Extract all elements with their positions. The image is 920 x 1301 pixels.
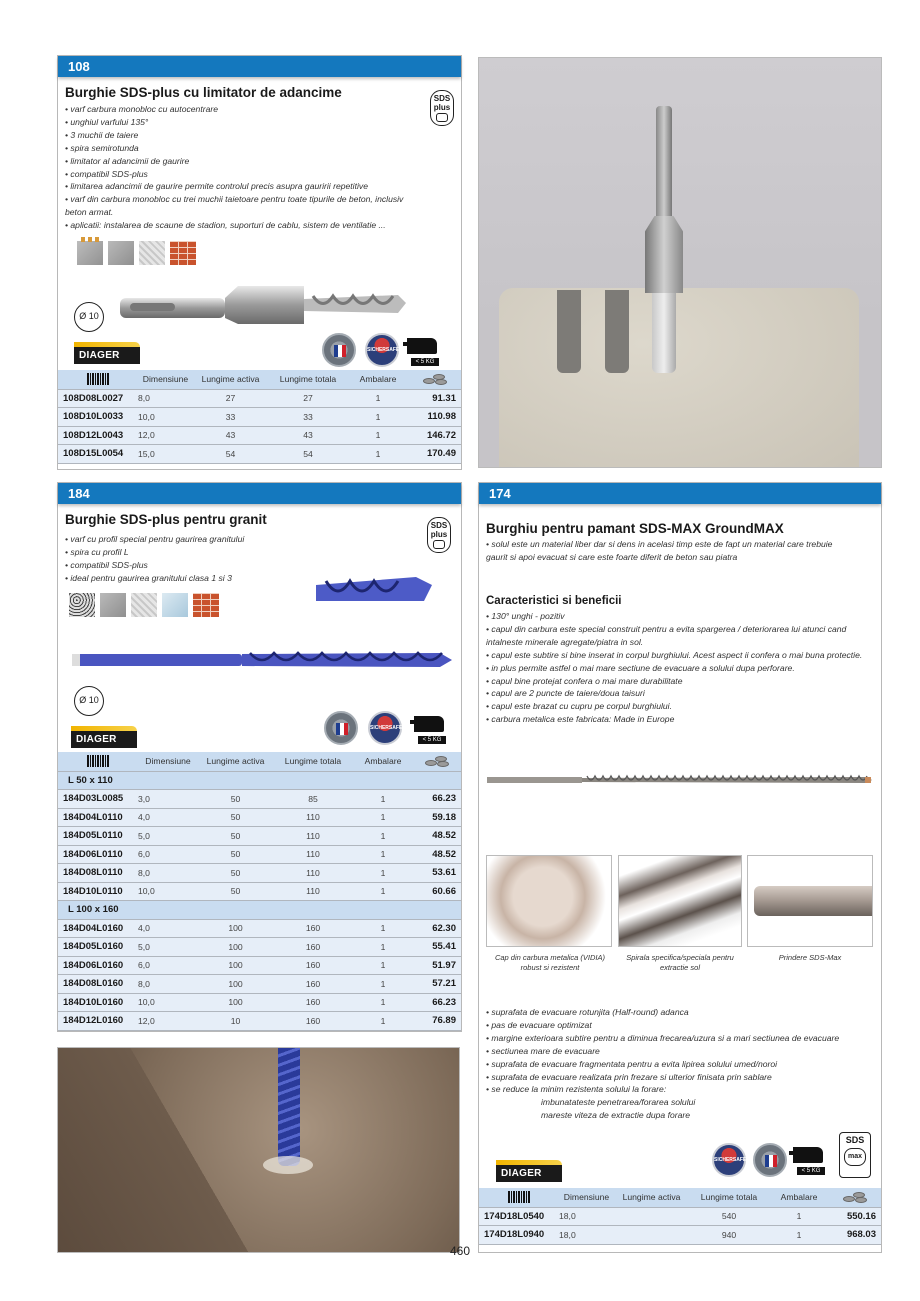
diameter-icon: Ø 10 [74,686,104,716]
diager-logo: DIAGER [71,726,137,748]
diameter-icon: Ø 10 [74,302,104,332]
product-table-184: Dimensiune Lungime activa Lungime totala Ambalare L 50 x 110 184D03L0085 3,0 50 85 1 66.23 184D04L0110 4,0 50 110 1 59.18 184D05L0110 5,0 50 110 1 48.52 184D06L0110 6,0 50 110 1 48.52 184D08L0110 8,0 50 110 1 53.61 184D10L0110 10,0 50 110 1 60.66 L 100 x 160 184D04L0160 4,0 100 160 1 62.30 184D05L0160 5,0 100 160 1 55.41 184D06L0160 6,0 100 160 1 51.97 184D08L0160 8,0 100 160 1 57.21 184D10L0160 10,0 100 160 1 66.23 184D12L0160 12,0 10 160 1 76.89 [58,752,461,1031]
brick-icon [170,241,196,265]
table-row[interactable]: 108D12L0043 12,0 43 43 1 146.72 [58,426,461,445]
table-row[interactable]: 184D06L0110 6,0 50 110 1 48.52 [58,845,461,864]
product-title: Burghiu pentru pamant SDS-MAX GroundMAX [486,521,784,536]
page-number: 460 [450,1244,471,1258]
brick-icon [193,593,219,617]
sds-plus-badge-icon: SDS plus [427,517,451,553]
concrete-icon [108,241,134,265]
material-icons [69,593,219,617]
concrete-block-photo [478,57,882,468]
stone-icon [131,593,157,617]
table-row[interactable]: 174D18L0540 18,0 540 1 550.16 [479,1207,881,1226]
feature-list: • varf cu profil special pentru gaurirea granitului • spira cu profil L • compatibil SDS-plus • ideal pentru gaurirea granitului clasa 1 si 3 [65,534,245,583]
table-row[interactable]: 184D03L0085 3,0 50 85 1 66.23 [58,790,461,809]
table-row[interactable]: 184D05L0160 5,0 100 160 1 55.41 [58,938,461,957]
detail-caption: Spirala specifica/speciala pentru extractie sol [626,953,734,972]
sds-max-shank-detail-image [747,855,873,947]
price-coins-icon [423,374,447,385]
material-icons [77,241,196,265]
table-group-row: L 50 x 110 [58,771,461,790]
product-panel-174 [478,482,882,1253]
made-in-france-badge-icon [324,711,358,745]
sds-plus-badge-icon: SDS plus [430,90,454,126]
table-row[interactable]: 184D08L0160 8,0 100 160 1 57.21 [58,975,461,994]
feature-list: • 130° unghi - pozitiv • capul din carbura este special construit pentru a evita spargerea / deteriorarea lui atunci cand intalneste minerale agregate/piatra in sol. • capul este subtire si bine inserat in corpul burghiului. Acest aspect ii confera o mai buna protectie. • in plus permite astfel o mai mare sectiune de evacuare a solului dupa perforare. • capul bine protejat confera o mai mare durabilitate • capul are 2 puncte de taiere/doua taisuri • capul este brazat cu cupru pe corpul burghiului. • carbura metalica este fabricata: Made in Europe [486,611,863,725]
hammer-drill-icon: < 5 KG [410,712,450,744]
stone-icon [139,241,165,265]
product-title: Burghie SDS-plus cu limitator de adancime [65,85,342,100]
spiral-detail-image [618,855,742,947]
table-row[interactable]: 184D04L0160 4,0 100 160 1 62.30 [58,919,461,938]
table-row[interactable]: 108D08L0027 8,0 27 27 1 91.31 [58,389,461,408]
product-table-174: Dimensiune Lungime activa Lungime totala Ambalare 174D18L0540 18,0 540 1 550.16 174D18L0940 18,0 940 1 968.03 [479,1188,881,1245]
table-row[interactable]: 184D05L0110 5,0 50 110 1 48.52 [58,827,461,846]
sichersafe-badge-icon [712,1143,746,1177]
product-panel-108 [57,55,462,470]
detail-caption: Prindere SDS-Max [778,953,842,962]
barcode-icon [87,755,109,767]
price-coins-icon [843,1192,867,1203]
concrete-rebar-icon [77,241,103,265]
section-header-184: 184 [58,483,461,504]
sds-max-badge-icon: SDS max [839,1132,871,1178]
barcode-icon [508,1191,530,1203]
made-in-france-badge-icon [322,333,356,367]
table-row[interactable]: 184D08L0110 8,0 50 110 1 53.61 [58,864,461,883]
features-heading: Caracteristici si beneficii [486,595,622,607]
glass-icon [162,593,188,617]
table-row[interactable]: 184D12L0160 12,0 10 160 1 76.89 [58,1012,461,1031]
product-table-108: Dimensiune Lungime activa Lungime totala Ambalare 108D08L0027 8,0 27 27 1 91.31 108D10L0033 10,0 33 33 1 110.98 108D12L0043 12,0 43 43 1 146.72 108D15L0054 15,0 54 54 1 170.49 [58,370,461,464]
table-row[interactable]: 184D10L0160 10,0 100 160 1 66.23 [58,993,461,1012]
sichersafe-badge-icon [365,333,399,367]
granite-drill-tip-image [316,571,434,611]
made-in-france-badge-icon [753,1143,787,1177]
product-panel-184 [57,482,462,1032]
feature-list-2: • suprafata de evacuare rotunjita (Half-round) adanca • pas de evacuare optimizat • margine exterioara subtire pentru a diminua frecarea/uzura si a mari sectiunea de evacuare • sectiunea mare de evacuare • suprafata de evacuare fragmentata pentru a evita lipirea solului umed/noroi • suprafata de evacuare realizata prin frezare si ulterior finisata prin sablare • se reduce la minim rezistenta solului la forare: imbunatateste penetrarea/forarea solului mareste viteza de extractie dupa forare [486,1007,840,1121]
detail-caption: Cap din carbura metalica (VIDIA) robust si rezistent [494,953,606,972]
table-group-row: L 100 x 160 [58,901,461,920]
hammer-drill-icon: < 5 KG [789,1143,829,1175]
sichersafe-badge-icon [368,711,402,745]
diager-logo: DIAGER [496,1160,562,1182]
feature-list: • varf carbura monobloc cu autocentrare • unghiul varfului 135° • 3 muchii de taiere • spira semirotunda • limitator al adancimii de gaurire • compatibil SDS-plus • limitarea adancimii de gaurire permite controlul precis asupra gauririi repetitive • varf din carbura monobloc cu trei muchii taietoare pentru toate tipurile de beton, inclusiv beton armat. • aplicatii: instalarea de scaune de stadion, suporturi de cablu, sistem de ventilatie ... [65,104,404,231]
concrete-icon [100,593,126,617]
hammer-drill-icon: < 5 KG [403,334,443,366]
groundmax-drill-image [487,773,872,787]
granite-icon [69,593,95,617]
barcode-icon [87,373,109,385]
depth-stop-drill-image [118,281,418,326]
section-header-174: 174 [479,483,881,504]
section-header-108: 108 [58,56,461,77]
table-row[interactable]: 184D10L0110 10,0 50 110 1 60.66 [58,882,461,901]
carbide-tip-detail-image [486,855,612,947]
granite-drilling-photo [57,1047,460,1253]
price-coins-icon [425,756,449,767]
intro-text: • solul este un material liber dar si dens in acelasi timp este de fapt un material care trebuie gaurit si apoi evacuat si care este foarte diferit de beton sau piatra [486,539,833,562]
product-title: Burghie SDS-plus pentru granit [65,512,267,527]
table-row[interactable]: 184D06L0160 6,0 100 160 1 51.97 [58,956,461,975]
table-row[interactable]: 174D18L0940 18,0 940 1 968.03 [479,1226,881,1245]
granite-drill-image [70,648,455,672]
diager-logo: DIAGER [74,342,140,364]
table-row[interactable]: 108D10L0033 10,0 33 33 1 110.98 [58,408,461,427]
table-row[interactable]: 108D15L0054 15,0 54 54 1 170.49 [58,445,461,464]
table-row[interactable]: 184D04L0110 4,0 50 110 1 59.18 [58,808,461,827]
